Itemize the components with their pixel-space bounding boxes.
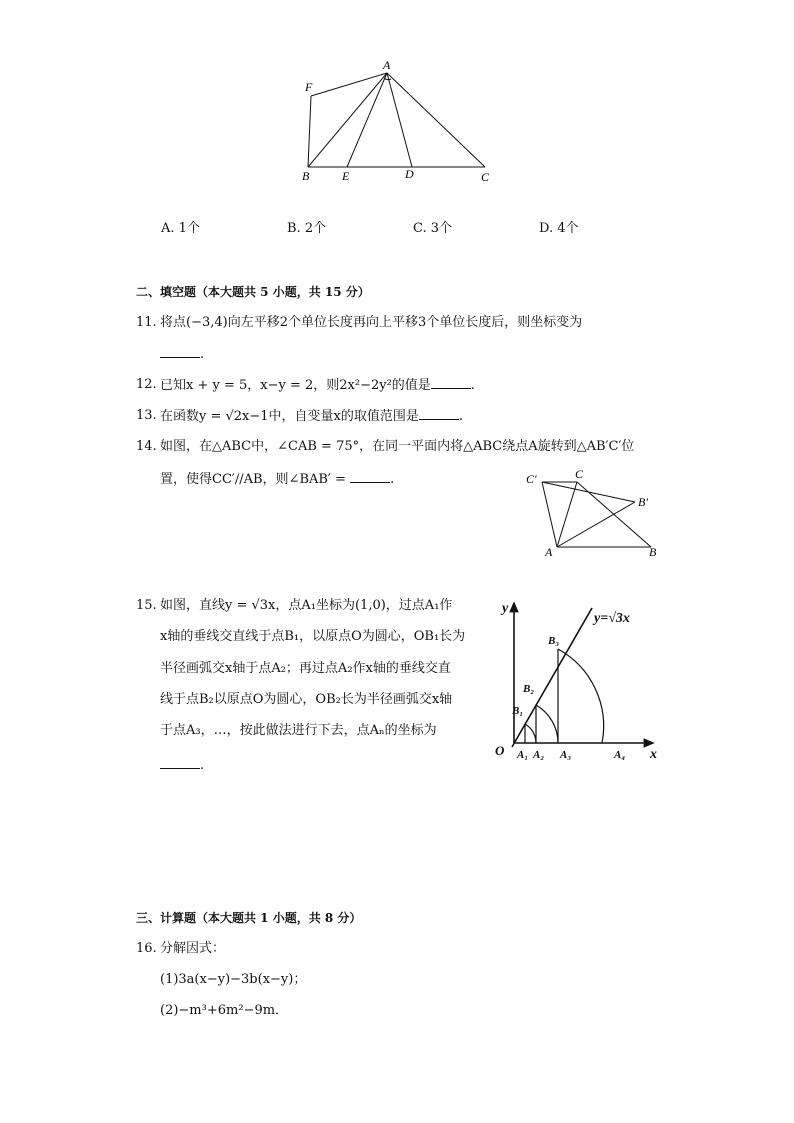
- choice-d: D. 4个: [539, 221, 579, 236]
- label-line: y=√3x: [594, 611, 630, 626]
- segment-cpbp: [542, 482, 635, 502]
- arc-3: [558, 649, 604, 743]
- arc-2: [536, 705, 558, 743]
- segment-acp: [542, 482, 557, 547]
- label-a2: A₂: [533, 749, 545, 761]
- q15-line4: 线于点B₂以原点O为圆心，OB₂长为半径画弧交x轴: [160, 692, 453, 707]
- q16-part-2: (2)−m³+6m²−9m．: [160, 1003, 289, 1018]
- label-d: D: [405, 167, 414, 181]
- q15-line2: x轴的垂线交直线于点B₁，以原点O为圆心，OB₁长为: [160, 629, 466, 644]
- label-a3: A₃: [560, 749, 572, 761]
- q11-line1: 将点(−3,4)向左平移2个单位长度再向上平移3个单位长度后，则坐标变为: [160, 315, 583, 330]
- q16-prompt: 分解因式：: [160, 941, 226, 956]
- q15-line5: 于点A₃，…，按此做法进行下去，点Aₙ的坐标为: [160, 723, 437, 738]
- segment-ad: [387, 73, 412, 167]
- q13-number: 13.: [136, 408, 157, 423]
- q12-answer-blank[interactable]: [431, 376, 471, 389]
- angle-mark: [384, 78, 391, 80]
- segment-fb: [308, 96, 311, 167]
- q16-number: 16.: [136, 941, 157, 956]
- arc-1: [525, 724, 536, 743]
- label-a: A: [545, 545, 553, 559]
- label-b: B: [302, 169, 310, 183]
- label-b2: B₂: [523, 683, 535, 695]
- label-bp: B′: [638, 495, 648, 509]
- q11-answer-blank[interactable]: [160, 345, 200, 358]
- q12-line: 已知x + y = 5，x−y = 2，则2x²−2y²的值是 .: [160, 378, 475, 393]
- section-3-title: 三、计算题（本大题共 1 小题，共 8 分）: [136, 911, 362, 925]
- figure-q14: [522, 465, 667, 560]
- q11-number: 11.: [136, 315, 157, 330]
- q12-number: 12.: [136, 377, 157, 392]
- label-o: O: [495, 743, 505, 758]
- label-e: E: [342, 169, 350, 183]
- segment-ab: [308, 73, 387, 167]
- choice-a: A. 1个: [161, 221, 200, 236]
- segment-ac: [387, 73, 485, 167]
- q15-number: 15.: [136, 598, 157, 613]
- label-x: x: [650, 747, 657, 762]
- label-a4: A₄: [614, 749, 626, 761]
- line-y-sqrt3x: [512, 608, 592, 747]
- q15-answer-blank[interactable]: [160, 756, 200, 769]
- label-b: B: [649, 545, 657, 559]
- q16-part-1: (1)3a(x−y)−3b(x−y)；: [160, 972, 307, 987]
- figure-q15: [490, 598, 670, 763]
- label-cp: C′: [526, 472, 537, 486]
- q13-answer-blank[interactable]: [419, 407, 459, 420]
- label-c: C: [575, 467, 584, 481]
- label-b3: B₃: [548, 635, 560, 647]
- segment-fa: [311, 73, 387, 96]
- q11-line2: .: [160, 345, 204, 364]
- label-y: y: [502, 601, 509, 616]
- label-f: F: [305, 80, 313, 94]
- q15-line3: 半径画弧交x轴于点A₂；再过点A₂作x轴的垂线交直: [160, 661, 451, 676]
- q13-line: 在函数y = √2x−1中，自变量x的取值范围是 .: [160, 409, 464, 424]
- section-2-title: 二、填空题（本大题共 5 小题，共 15 分）: [136, 285, 370, 299]
- choice-b: B. 2个: [287, 221, 327, 236]
- choice-c: C. 3个: [413, 221, 453, 236]
- label-c: C: [481, 170, 490, 184]
- segment-ae: [347, 73, 387, 167]
- label-b1: B₁: [512, 705, 524, 717]
- q15-line6: .: [160, 756, 204, 775]
- label-a: A: [383, 58, 391, 72]
- q15-line1: 如图，直线y = √3x，点A₁坐标为(1,0)，过点A₁作: [160, 598, 453, 613]
- q14-answer-blank[interactable]: [350, 470, 390, 483]
- q14-number: 14.: [136, 439, 157, 454]
- figure-q10: [295, 55, 505, 185]
- q14-line2: 置，使得CC′//AB，则∠BAB′ = .: [160, 472, 395, 487]
- label-a1: A₁: [517, 749, 529, 761]
- q14-line1: 如图，在△ABC中，∠CAB = 75°，在同一平面内将△ABC绕点A旋转到△AB′C′位: [160, 439, 635, 454]
